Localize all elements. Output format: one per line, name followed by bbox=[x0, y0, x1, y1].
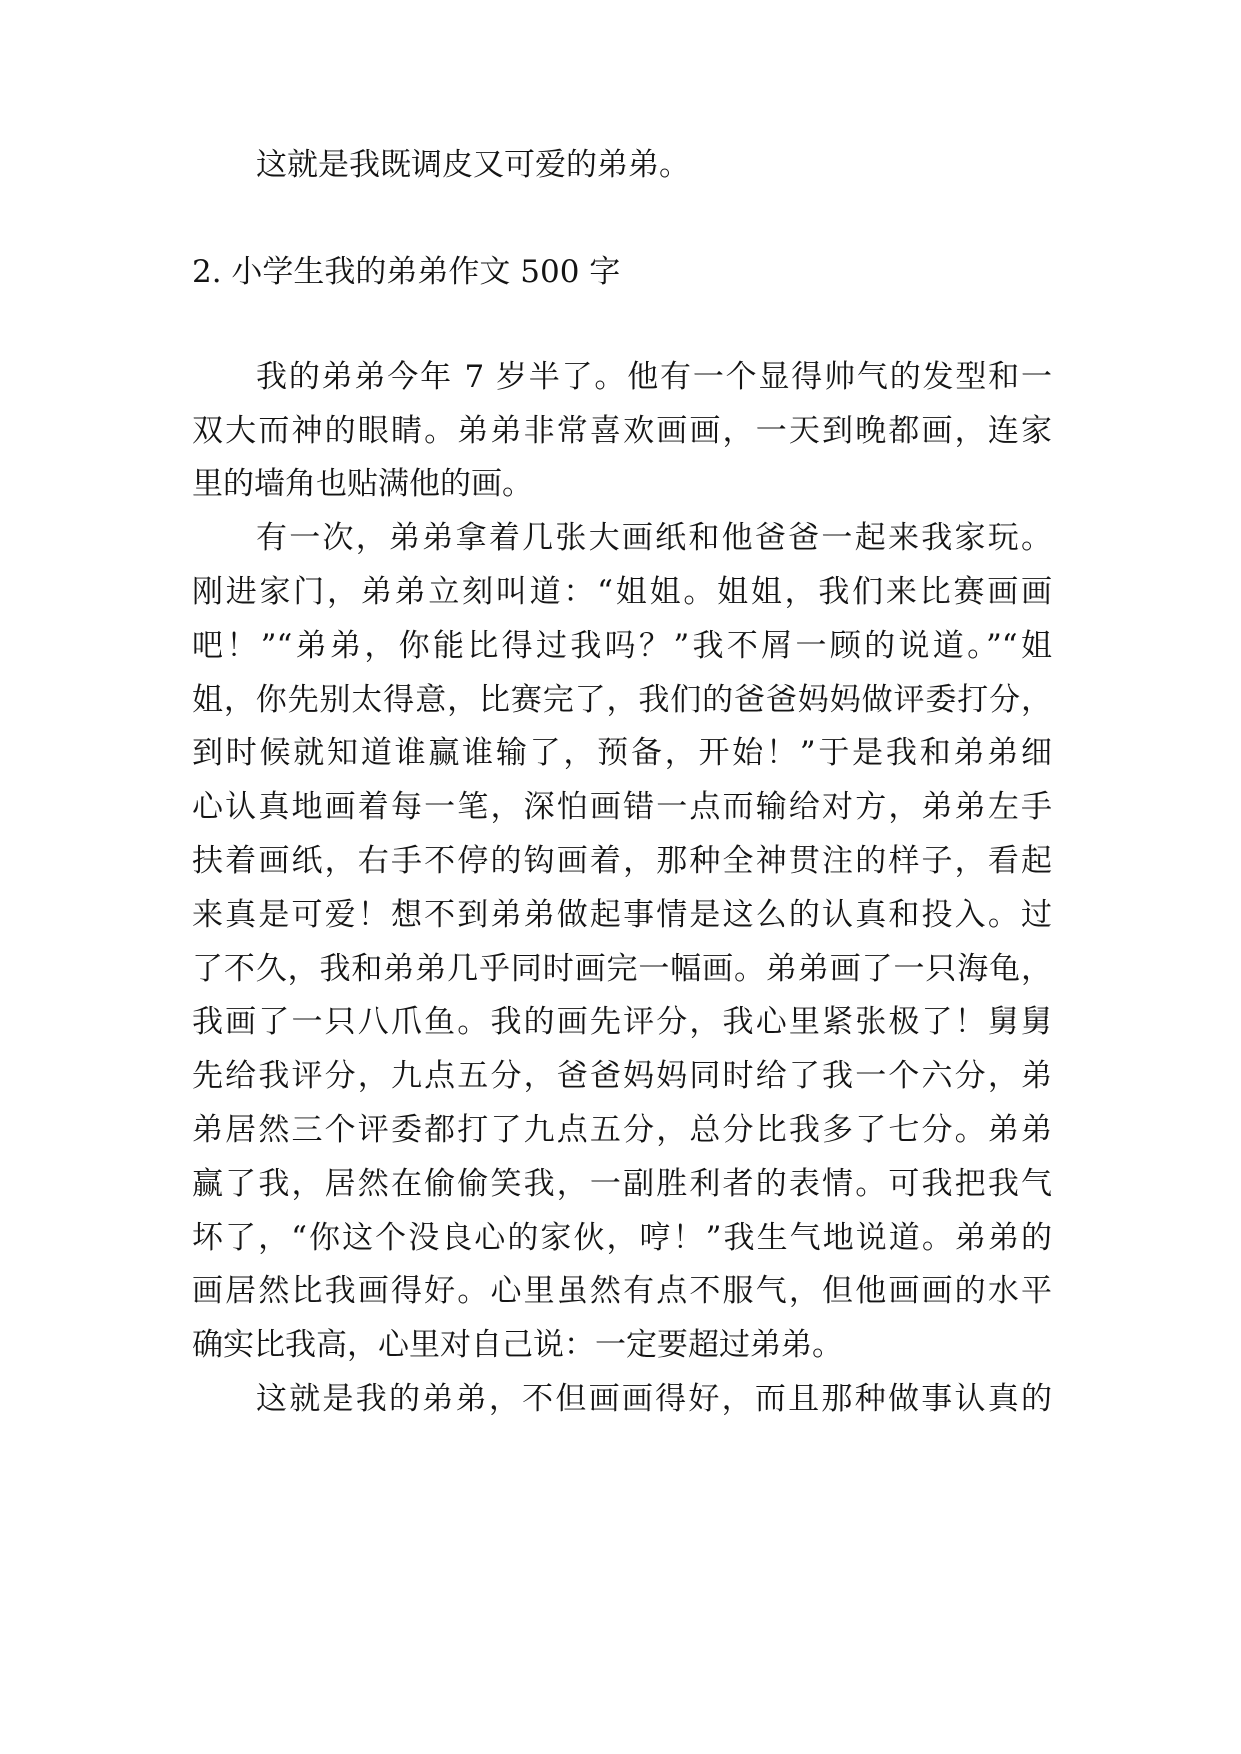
paragraph-line: 我的弟弟今年 7 岁半了。他有一个显得帅气的发型和一 bbox=[256, 359, 1052, 395]
paragraph-line: 姐，你先别太得意，比赛完了，我们的爸爸妈妈做评委打分， bbox=[192, 682, 1052, 718]
paragraph-line: 确实比我高，心里对自己说：一定要超过弟弟。 bbox=[192, 1327, 843, 1363]
paragraph-line: 赢了我，居然在偷偷笑我，一副胜利者的表情。可我把我气 bbox=[192, 1166, 1052, 1202]
paragraph-line: 这就是我的弟弟，不但画画得好，而且那种做事认真的 bbox=[256, 1381, 1052, 1417]
paragraph-line: 心认真地画着每一笔，深怕画错一点而输给对方，弟弟左手 bbox=[192, 789, 1052, 825]
paragraph-line: 双大而神的眼睛。弟弟非常喜欢画画，一天到晚都画，连家 bbox=[192, 413, 1052, 449]
paragraph-line: 吧！”“弟弟，你能比得过我吗？”我不屑一顾的说道。”“姐 bbox=[192, 628, 1052, 664]
paragraph-line: 刚进家门，弟弟立刻叫道：“姐姐。姐姐，我们来比赛画画 bbox=[192, 574, 1052, 610]
intro-paragraph: 这就是我既调皮又可爱的弟弟。 bbox=[256, 147, 690, 183]
paragraph-line: 扶着画纸，右手不停的钩画着，那种全神贯注的样子，看起 bbox=[192, 843, 1052, 879]
paragraph-line: 坏了，“你这个没良心的家伙，哼！”我生气地说道。弟弟的 bbox=[192, 1220, 1052, 1256]
paragraph-line: 先给我评分，九点五分，爸爸妈妈同时给了我一个六分，弟 bbox=[192, 1058, 1052, 1094]
paragraph-line: 有一次，弟弟拿着几张大画纸和他爸爸一起来我家玩。 bbox=[256, 520, 1052, 556]
paragraph-line: 画居然比我画得好。心里虽然有点不服气，但他画画的水平 bbox=[192, 1273, 1052, 1309]
paragraph-line: 弟居然三个评委都打了九点五分，总分比我多了七分。弟弟 bbox=[192, 1112, 1052, 1148]
paragraph-line: 我画了一只八爪鱼。我的画先评分，我心里紧张极了！舅舅 bbox=[192, 1004, 1052, 1040]
paragraph-line: 里的墙角也贴满他的画。 bbox=[192, 466, 533, 502]
paragraph-line: 来真是可爱！想不到弟弟做起事情是这么的认真和投入。过 bbox=[192, 897, 1052, 933]
paragraph-line: 到时候就知道谁赢谁输了，预备，开始！”于是我和弟弟细 bbox=[192, 735, 1052, 771]
paragraph-line: 了不久，我和弟弟几乎同时画完一幅画。弟弟画了一只海龟， bbox=[192, 951, 1052, 987]
section-heading: 2. 小学生我的弟弟作文 500 字 bbox=[192, 254, 621, 290]
